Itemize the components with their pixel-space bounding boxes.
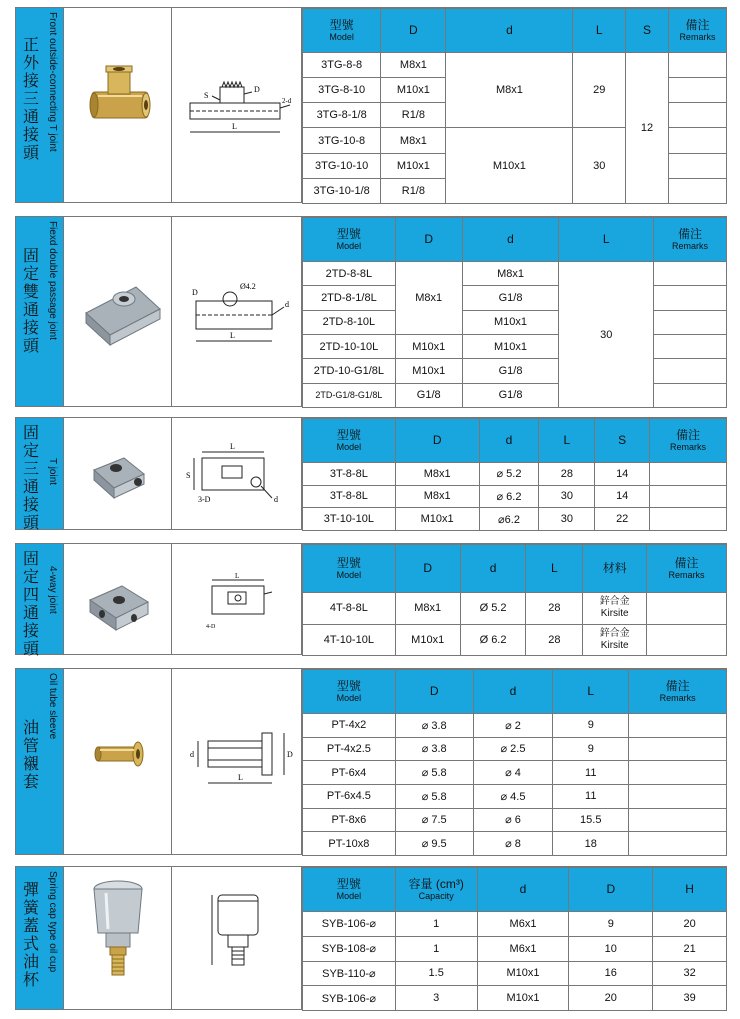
- cell-model: 4T-10-10L: [303, 624, 396, 656]
- side-title-en: 4-way joint: [47, 566, 58, 614]
- cell-model: PT-4x2.5: [303, 737, 396, 761]
- cell-capacity: 1: [395, 912, 477, 937]
- cell-H: 21: [653, 936, 727, 961]
- header-L: L: [526, 545, 583, 593]
- oil-cup-image: [64, 867, 172, 1011]
- product-photo: [64, 8, 172, 202]
- cell-d: G1/8: [462, 359, 559, 383]
- table-row: [303, 808, 727, 832]
- cell-d: M10x1: [462, 334, 559, 358]
- section-spring-cap-oil-cup: [15, 866, 727, 1010]
- table-row: [303, 286, 727, 310]
- cell-D: M10x1: [395, 359, 462, 383]
- cell-D: ⌀ 9.5: [395, 832, 473, 856]
- header-text: 型號: [336, 227, 361, 241]
- cell-D: R1/8: [381, 103, 446, 128]
- header-text: Remarks: [659, 693, 696, 703]
- header-model: [303, 868, 396, 912]
- zinc-double-joint-image: [64, 217, 172, 408]
- header-remarks: [668, 9, 726, 53]
- t-joint-drawing: [172, 8, 302, 204]
- drawing-label-L: L: [232, 122, 237, 131]
- cell-D: M10x1: [381, 153, 446, 178]
- header-text: 型號: [336, 679, 361, 693]
- cell-remarks: [654, 310, 727, 334]
- section-oil-tube-sleeve: [15, 668, 727, 855]
- cell-model: 4T-8-8L: [303, 593, 396, 625]
- header-text: 鋅合金: [599, 627, 630, 639]
- section-4-way-joint: [15, 543, 727, 658]
- cell-capacity: 1.5: [395, 961, 477, 986]
- cell-L: 9: [553, 737, 629, 761]
- table-row: [303, 593, 727, 625]
- cell-D: 16: [569, 961, 653, 986]
- cell-remarks: [654, 262, 727, 286]
- cell-model: PT-6x4: [303, 761, 396, 785]
- header-d: d: [473, 670, 553, 714]
- table-row: [303, 383, 727, 407]
- cell-H: 32: [653, 961, 727, 986]
- cell-L: 11: [553, 761, 629, 785]
- header-text: 型號: [336, 556, 361, 570]
- cell-d: M6x1: [477, 912, 569, 937]
- table-row: [303, 485, 727, 508]
- cell-capacity: 1: [395, 936, 477, 961]
- table-row: [303, 737, 727, 761]
- header-remarks: [654, 218, 727, 262]
- header-L: L: [553, 670, 629, 714]
- header-L: L: [559, 218, 654, 262]
- drawing-label-d: d: [190, 750, 194, 759]
- cell-remarks: [668, 103, 726, 128]
- cell-D: M8x1: [395, 593, 460, 625]
- spec-table: [302, 867, 727, 1011]
- zinc-t-joint-image: [64, 418, 172, 531]
- cell-model: 3TG-8-8: [303, 53, 381, 78]
- cell-remarks: [629, 714, 727, 738]
- product-photo: [64, 669, 172, 854]
- header-L: L: [539, 419, 595, 463]
- cell-remarks: [668, 53, 726, 78]
- cell-model: SYB-106-⌀: [303, 986, 396, 1011]
- cell-S: 14: [595, 485, 650, 508]
- drawing-label-d: 2-d: [282, 97, 292, 105]
- spec-table: [302, 669, 727, 856]
- cell-L: 29: [573, 53, 626, 128]
- header-d: d: [462, 218, 559, 262]
- header-S: S: [626, 9, 669, 53]
- cell-model: 3TG-8-10: [303, 78, 381, 103]
- cell-remarks: [647, 593, 727, 625]
- table-row: [303, 53, 727, 78]
- cell-D: M8x1: [395, 485, 479, 508]
- header-text: Model: [336, 891, 362, 901]
- cell-d: M8x1: [462, 262, 559, 286]
- cell-remarks: [668, 128, 726, 153]
- header-model: [303, 9, 381, 53]
- double-joint-drawing: [172, 217, 302, 408]
- cell-D: ⌀ 3.8: [395, 737, 473, 761]
- side-title-en: T joint: [47, 458, 58, 486]
- cell-remarks: [650, 508, 727, 531]
- cell-d: G1/8: [462, 383, 559, 407]
- cell-L: 28: [526, 624, 583, 656]
- section-front-t-joint: [15, 7, 727, 203]
- drawing-label-L: L: [230, 331, 235, 340]
- cell-model: 3T-10-10L: [303, 508, 396, 531]
- cell-model: 3TG-10-1/8: [303, 178, 381, 203]
- drawing-label-D: D: [254, 85, 260, 94]
- side-title-en: Spring cap type oil cup: [47, 871, 58, 973]
- header-H: H: [653, 868, 727, 912]
- cell-D: M8x1: [381, 128, 446, 153]
- side-label-panel: [16, 418, 64, 532]
- cell-L: 15.5: [553, 808, 629, 832]
- cell-remarks: [654, 334, 727, 358]
- cell-model: 2TD-10-G1/8L: [303, 359, 396, 383]
- header-D: D: [381, 9, 446, 53]
- side-title-cn: 彈簧蓋式油杯: [22, 880, 39, 989]
- cell-D: 20: [569, 986, 653, 1011]
- cell-L: 28: [539, 463, 595, 486]
- cell-d: ⌀ 6: [473, 808, 553, 832]
- cell-d: Ø 6.2: [460, 624, 526, 656]
- cell-model: PT-10x8: [303, 832, 396, 856]
- product-photo: [64, 544, 172, 654]
- cell-model: 3T-8-8L: [303, 463, 396, 486]
- header-text: Remarks: [668, 570, 705, 580]
- header-d: d: [446, 9, 573, 53]
- drawing-label-D: 3-D: [198, 495, 211, 504]
- cell-remarks: [629, 784, 727, 808]
- cell-remarks: [629, 832, 727, 856]
- t-joint-drawing: [172, 418, 302, 531]
- technical-drawing: [172, 8, 302, 202]
- cell-model: SYB-106-⌀: [303, 912, 396, 937]
- header-model: [303, 218, 396, 262]
- section-t-joint: [15, 417, 727, 530]
- side-title-en: Fiexd double passage joint: [47, 221, 58, 340]
- cell-d: M10x1: [477, 961, 569, 986]
- header-D: D: [395, 218, 462, 262]
- header-D: D: [395, 419, 479, 463]
- header-text: Capacity: [418, 891, 454, 901]
- cell-D: ⌀ 7.5: [395, 808, 473, 832]
- product-photo: [64, 867, 172, 1009]
- cell-d: M10x1: [462, 310, 559, 334]
- oil-cup-drawing: [172, 867, 302, 1011]
- header-text: 容量 (cm³): [408, 877, 464, 891]
- cell-S: 22: [595, 508, 650, 531]
- drawing-label-L: L: [238, 773, 243, 782]
- header-D: D: [395, 545, 460, 593]
- header-remarks: [647, 545, 727, 593]
- cell-model: SYB-110-⌀: [303, 961, 396, 986]
- side-title-cn: 固定三通接頭: [22, 423, 39, 532]
- cell-model: 2TD-10-10L: [303, 334, 396, 358]
- header-model: [303, 419, 396, 463]
- header-text: 型號: [336, 428, 361, 442]
- cell-model: 2TD-8-8L: [303, 262, 396, 286]
- header-text: 型號: [336, 877, 361, 891]
- spec-table: [302, 217, 727, 408]
- header-text: Remarks: [679, 32, 716, 42]
- cell-model: PT-8x6: [303, 808, 396, 832]
- cell-model: 2TD-G1/8-G1/8L: [303, 383, 396, 407]
- side-label-panel: [16, 8, 64, 202]
- cell-model: 2TD-8-10L: [303, 310, 396, 334]
- spec-table: [302, 418, 727, 531]
- header-text: Kirsite: [600, 608, 629, 620]
- brass-t-joint-image: [64, 8, 172, 204]
- table-row: [303, 936, 727, 961]
- cell-L: 28: [526, 593, 583, 625]
- cell-D: M10x1: [395, 334, 462, 358]
- table-row: [303, 508, 727, 531]
- drawing-label-d: d: [274, 495, 278, 504]
- drawing-label-S: S: [186, 471, 191, 480]
- technical-drawing: [172, 867, 302, 1009]
- table-row: [303, 986, 727, 1011]
- table-row: [303, 624, 727, 656]
- cell-d: ⌀ 4: [473, 761, 553, 785]
- cell-remarks: [654, 286, 727, 310]
- drawing-label-S: S: [204, 91, 209, 100]
- cell-D: M8x1: [395, 463, 479, 486]
- header-text: 備注: [685, 18, 710, 32]
- cell-d: M6x1: [477, 936, 569, 961]
- technical-drawing: [172, 544, 302, 654]
- table-row: [303, 784, 727, 808]
- side-label-panel: [16, 544, 64, 658]
- header-material: 材料: [583, 545, 647, 593]
- 4-way-joint-drawing: [172, 544, 302, 656]
- table-row: [303, 262, 727, 286]
- cell-D: ⌀ 5.8: [395, 761, 473, 785]
- brass-sleeve-image: [64, 669, 172, 856]
- cell-model: SYB-108-⌀: [303, 936, 396, 961]
- header-text: 型號: [329, 18, 354, 32]
- header-d: d: [460, 545, 526, 593]
- cell-L: 30: [539, 485, 595, 508]
- header-text: Model: [336, 241, 362, 251]
- drawing-label-d: 4-D: [206, 624, 216, 630]
- sleeve-drawing: [172, 669, 302, 856]
- cell-H: 39: [653, 986, 727, 1011]
- table-row: [303, 310, 727, 334]
- side-label-panel: [16, 217, 64, 406]
- header-remarks: [629, 670, 727, 714]
- cell-D: 9: [569, 912, 653, 937]
- header-text: 鋅合金: [599, 596, 630, 608]
- cell-d: M10x1: [446, 128, 573, 204]
- header-text: 備注: [678, 227, 703, 241]
- drawing-label-phi: Ø4.2: [240, 282, 256, 291]
- cell-d: ⌀ 5.2: [479, 463, 539, 486]
- side-title-cn: 正外接三通接頭: [22, 35, 39, 162]
- header-d: d: [477, 868, 569, 912]
- cell-remarks: [654, 383, 727, 407]
- header-text: Model: [336, 442, 362, 452]
- cell-remarks: [650, 463, 727, 486]
- cell-D: M10x1: [395, 624, 460, 656]
- section-double-passage-joint: [15, 216, 727, 407]
- spec-table: [302, 544, 727, 656]
- header-text: 備注: [674, 556, 699, 570]
- cell-remarks: [629, 737, 727, 761]
- cell-model: 3TG-10-10: [303, 153, 381, 178]
- cell-capacity: 3: [395, 986, 477, 1011]
- header-text: 備注: [676, 428, 701, 442]
- cell-L: 30: [539, 508, 595, 531]
- header-D: D: [395, 670, 473, 714]
- table-row: [303, 359, 727, 383]
- side-title-cn: 油管襯套: [22, 718, 39, 791]
- cell-remarks: [650, 485, 727, 508]
- cell-L: 30: [573, 128, 626, 204]
- table-row: [303, 961, 727, 986]
- side-title-en: Front outside-connecting T joint: [47, 12, 58, 152]
- header-text: 備注: [665, 679, 690, 693]
- cell-D: M10x1: [395, 508, 479, 531]
- header-L: L: [573, 9, 626, 53]
- header-text: Kirsite: [600, 639, 629, 651]
- cell-remarks: [668, 78, 726, 103]
- header-d: d: [479, 419, 539, 463]
- side-label-panel: [16, 669, 64, 854]
- cell-D: M8x1: [395, 262, 462, 335]
- header-D: D: [569, 868, 653, 912]
- header-model: [303, 670, 396, 714]
- cell-remarks: [654, 359, 727, 383]
- cell-remarks: [668, 153, 726, 178]
- cell-model: PT-6x4.5: [303, 784, 396, 808]
- header-S: S: [595, 419, 650, 463]
- table-row: [303, 761, 727, 785]
- cell-d: G1/8: [462, 286, 559, 310]
- spec-table: [302, 8, 727, 204]
- cell-L: 9: [553, 714, 629, 738]
- table-row: [303, 334, 727, 358]
- cell-d: ⌀ 4.5: [473, 784, 553, 808]
- cell-H: 20: [653, 912, 727, 937]
- drawing-label-D: D: [192, 288, 198, 297]
- cell-d: ⌀ 8: [473, 832, 553, 856]
- side-title-cn: 固定雙通接頭: [22, 246, 39, 355]
- cell-material: [583, 624, 647, 656]
- product-photo: [64, 418, 172, 529]
- cell-S: 12: [626, 53, 669, 204]
- header-model: [303, 545, 396, 593]
- drawing-label-L: L: [230, 442, 235, 451]
- cell-D: R1/8: [381, 178, 446, 203]
- drawing-label-D: D: [287, 750, 293, 759]
- product-photo: [64, 217, 172, 406]
- table-row: [303, 463, 727, 486]
- cell-D: ⌀ 5.8: [395, 784, 473, 808]
- cell-remarks: [647, 624, 727, 656]
- cell-d: M10x1: [477, 986, 569, 1011]
- cell-model: 3TG-10-8: [303, 128, 381, 153]
- table-row: [303, 832, 727, 856]
- cell-L: 30: [559, 262, 654, 408]
- technical-drawing: [172, 669, 302, 854]
- zinc-4-way-joint-image: [64, 544, 172, 656]
- technical-drawing: [172, 217, 302, 406]
- cell-remarks: [629, 808, 727, 832]
- cell-remarks: [668, 178, 726, 203]
- table-row: [303, 714, 727, 738]
- cell-D: G1/8: [395, 383, 462, 407]
- drawing-label-L: L: [235, 572, 240, 580]
- cell-d: ⌀ 6.2: [479, 485, 539, 508]
- cell-model: 2TD-8-1/8L: [303, 286, 396, 310]
- cell-D: M10x1: [381, 78, 446, 103]
- header-text: Model: [329, 32, 354, 42]
- header-text: Model: [336, 570, 362, 580]
- cell-d: Ø 5.2: [460, 593, 526, 625]
- cell-D: ⌀ 3.8: [395, 714, 473, 738]
- table-row: [303, 912, 727, 937]
- cell-remarks: [629, 761, 727, 785]
- cell-d: ⌀ 2: [473, 714, 553, 738]
- header-capacity: [395, 868, 477, 912]
- technical-drawing: [172, 418, 302, 529]
- cell-L: 18: [553, 832, 629, 856]
- side-label-panel: [16, 867, 64, 1009]
- header-text: Model: [336, 693, 362, 703]
- header-text: Remarks: [672, 241, 709, 251]
- drawing-label-d: d: [285, 300, 289, 309]
- cell-model: 3TG-8-1/8: [303, 103, 381, 128]
- cell-model: 3T-8-8L: [303, 485, 396, 508]
- cell-D: M8x1: [381, 53, 446, 78]
- cell-d: M8x1: [446, 53, 573, 128]
- side-title-cn: 固定四通接頭: [22, 549, 39, 658]
- side-title-en: Oil tube sleeve: [47, 673, 58, 740]
- cell-material: [583, 593, 647, 625]
- header-remarks: [650, 419, 727, 463]
- cell-d: ⌀6.2: [479, 508, 539, 531]
- cell-S: 14: [595, 463, 650, 486]
- cell-model: PT-4x2: [303, 714, 396, 738]
- cell-D: 10: [569, 936, 653, 961]
- header-text: Remarks: [670, 442, 707, 452]
- cell-d: ⌀ 2.5: [473, 737, 553, 761]
- cell-L: 11: [553, 784, 629, 808]
